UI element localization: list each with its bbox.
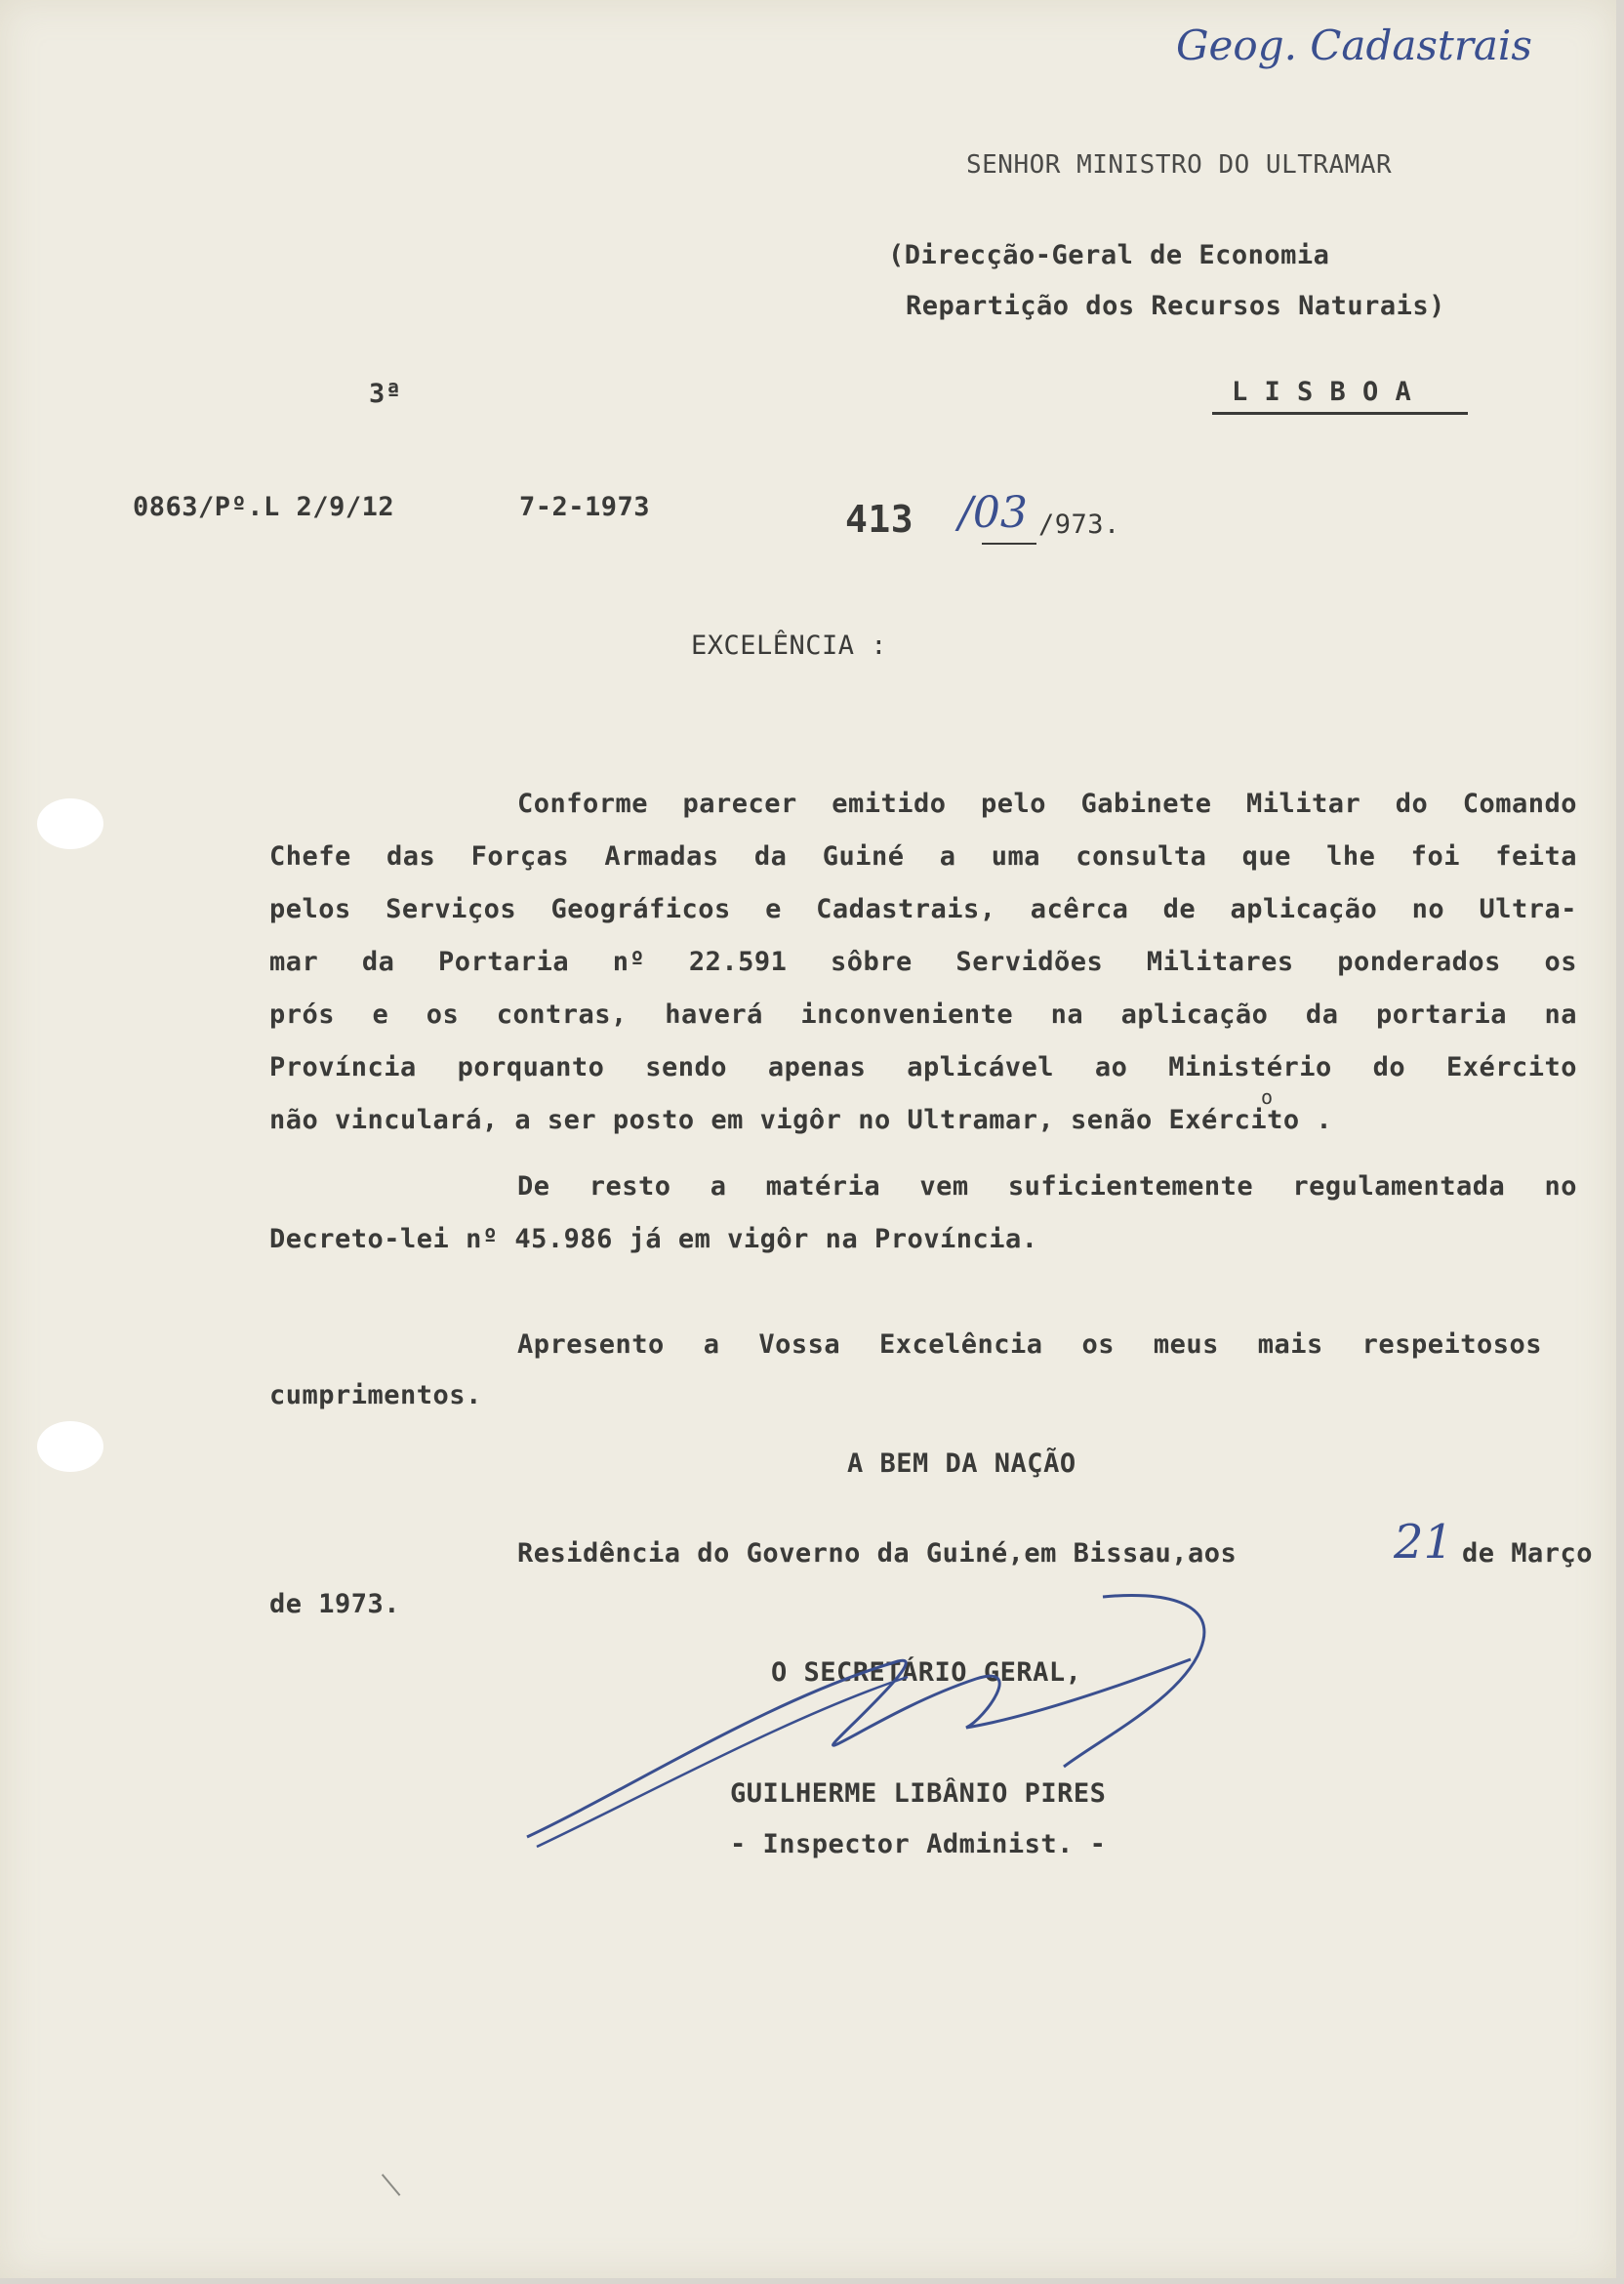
paragraph-1-line-1: Conforme parecer emitido pelo Gabinete Militar do Comando bbox=[517, 789, 1577, 819]
handwritten-signature bbox=[517, 1591, 1239, 1864]
reference-number-underline bbox=[982, 543, 1036, 545]
paragraph-3-line-2: cumprimentos. bbox=[269, 1380, 482, 1410]
signatory-title: O SECRETÁRIO GERAL, bbox=[771, 1657, 1082, 1688]
paragraph-2-line-1: De resto a matéria vem suficientemente regulamentada no bbox=[517, 1171, 1577, 1202]
reference-year: /973. bbox=[1038, 510, 1120, 540]
recipient-line-2: (Direcção-Geral de Economia bbox=[888, 240, 1330, 270]
copy-mark: 3ª bbox=[369, 379, 402, 409]
process-reference: 0863/Pº.L 2/9/12 bbox=[133, 492, 395, 522]
recipient-line-1: SENHOR MINISTRO DO ULTRAMAR bbox=[966, 150, 1393, 180]
paragraph-1-line-5: prós e os contras, haverá inconveniente na aplicação da portaria na bbox=[269, 999, 1577, 1030]
handwritten-annotation: Geog. Cadastrais bbox=[1176, 21, 1532, 69]
paragraph-3-line-1: Apresento a Vossa Excelência os meus mais respeitosos bbox=[517, 1329, 1542, 1360]
reference-number: 413 bbox=[845, 498, 914, 541]
city-underline bbox=[1212, 412, 1468, 415]
place-date-day-handwritten: 21 bbox=[1394, 1515, 1454, 1570]
reference-date: 7-2-1973 bbox=[519, 492, 651, 522]
punch-hole-upper bbox=[37, 798, 103, 849]
stray-mark bbox=[382, 2165, 411, 2196]
paragraph-1-line-2: Chefe das Forças Armadas da Guiné a uma consulta que lhe foi feita bbox=[269, 841, 1577, 872]
place-date-suffix: de Março bbox=[1462, 1538, 1594, 1569]
paragraph-1-line-6: Província porquanto sendo apenas aplicável ao Ministério do Exército bbox=[269, 1052, 1577, 1082]
punch-hole-lower bbox=[37, 1421, 103, 1472]
signatory-role: - Inspector Administ. - bbox=[730, 1829, 1107, 1859]
paragraph-2-line-2: Decreto-lei nº 45.986 já em vigôr na Província. bbox=[269, 1224, 1038, 1254]
place-date-year: de 1973. bbox=[269, 1589, 401, 1619]
paragraph-1-line-7: não vinculará, a ser posto em vigôr no Ultramar, senão Exército . bbox=[269, 1105, 1333, 1135]
signatory-name: GUILHERME LIBÂNIO PIRES bbox=[730, 1778, 1107, 1809]
paragraph-1-insertion-mark: o bbox=[1261, 1085, 1274, 1109]
place-date-prefix: Residência do Governo da Guiné,em Bissau,aos bbox=[517, 1538, 1238, 1569]
paragraph-1-line-3: pelos Serviços Geográficos e Cadastrais, acêrca de aplicação no Ultra- bbox=[269, 894, 1577, 924]
recipient-line-3: Repartição dos Recursos Naturais) bbox=[906, 291, 1445, 321]
recipient-city: L I S B O A bbox=[1232, 377, 1412, 407]
salutation: EXCELÊNCIA : bbox=[691, 631, 888, 661]
reference-number-handwritten: /03 bbox=[958, 488, 1028, 538]
paragraph-1-line-4: mar da Portaria nº 22.591 sôbre Servidões Militares ponderados os bbox=[269, 947, 1577, 977]
closing-formula: A BEM DA NAÇÃO bbox=[847, 1448, 1076, 1479]
